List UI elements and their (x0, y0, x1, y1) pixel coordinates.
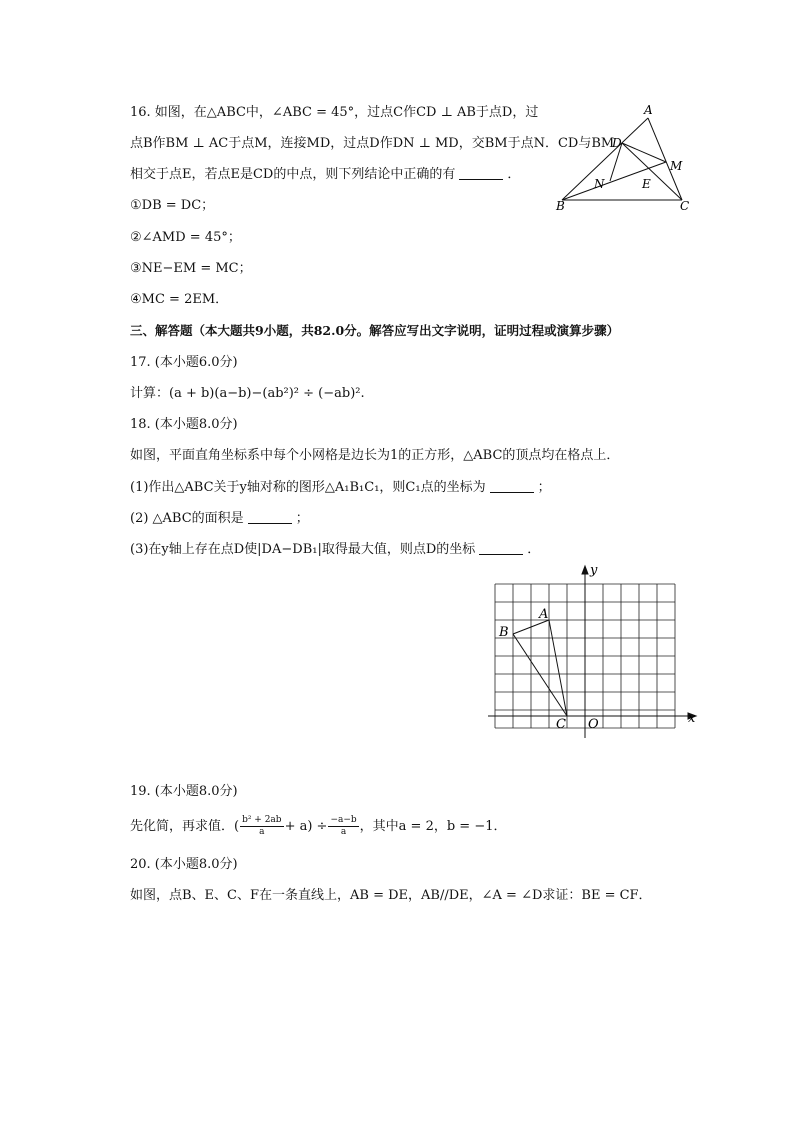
q16-option-1: ①DB = DC； (130, 198, 215, 213)
label-b: B (499, 625, 509, 640)
label-a: A (644, 103, 653, 117)
label-n: N (594, 177, 605, 191)
q18-part-1-text: (1)作出△ABC关于y轴对称的图形△A₁B₁C₁，则C₁点的坐标为 (130, 480, 486, 495)
q16-line1: 16. 如图，在△ABC中，∠ABC = 45°，过点C作CD ⊥ AB于点D，过 (130, 105, 539, 120)
q17-body: 计算：(a + b)(a−b)−(ab²)² ÷ (−ab)². (130, 386, 365, 401)
label-e: E (642, 177, 651, 191)
fraction-2-numerator: −a−b (330, 815, 357, 825)
q16-line2: 点B作BM ⊥ AC于点M，连接MD，过点D作DN ⊥ MD，交BM于点N．CD与BM (130, 136, 615, 151)
fraction-2-denominator: a (340, 827, 347, 837)
q16-option-2: ②∠AMD = 45°； (130, 230, 241, 245)
label-c: C (556, 717, 566, 732)
answer-blank (459, 165, 503, 180)
q18-part-2 (130, 509, 309, 529)
section-heading: 三、解答题（本大题共9小题，共82.0分。解答应写出文字说明，证明过程或演算步骤） (130, 323, 620, 338)
q16-option-4: ④MC = 2EM． (130, 292, 229, 307)
q18-part-2-end: ； (295, 511, 309, 526)
q16-option-3: ③NE−EM = MC； (130, 261, 252, 276)
answer-blank (490, 478, 534, 493)
y-axis-arrow (582, 566, 588, 574)
fraction-1-numerator: b² + 2ab (242, 815, 282, 825)
answer-blank (479, 540, 523, 555)
q18-part-3-text: (3)在y轴上存在点D使|DA−DB₁|取得最大值，则点D的坐标 (130, 542, 476, 557)
q16-line3-end: ． (507, 167, 521, 182)
answer-blank (248, 509, 292, 524)
q18-part-3 (130, 540, 540, 560)
q16-line3-text: 相交于点E，若点E是CD的中点，则下列结论中正确的有 (130, 167, 456, 182)
segment-ba (562, 118, 648, 200)
label-y: y (590, 563, 598, 578)
q19-body (130, 814, 507, 840)
q16-triangle-figure (550, 100, 700, 215)
fraction-1-denominator: a (259, 827, 265, 837)
q18-intro: 如图，平面直角坐标系中每个小网格是边长为1的正方形，△ABC的顶点均在格点上． (130, 448, 620, 463)
q18-part-2-text: (2) △ABC的面积是 (130, 511, 244, 526)
q16-line3 (130, 165, 520, 185)
q18-part-1-end: ； (537, 480, 551, 495)
q20-heading: 20. (本小题8.0分) (130, 857, 238, 872)
q20-body: 如图，点B、E、C、F在一条直线上，AB = DE，AB//DE，∠A = ∠D求证：BE = CF． (130, 888, 652, 903)
q19-text-pre: 先化简，再求值．( (130, 819, 240, 834)
label-a: A (539, 607, 549, 622)
label-c: C (680, 199, 690, 213)
fraction-2 (328, 815, 358, 838)
label-m: M (670, 159, 683, 173)
label-x: x (688, 711, 696, 726)
q18-part-1 (130, 478, 551, 498)
q19-heading: 19. (本小题8.0分) (130, 784, 238, 799)
label-b: B (556, 199, 565, 213)
fraction-1 (240, 815, 284, 838)
label-d: D (612, 136, 622, 150)
q19-text-post: ，其中a = 2，b = −1． (359, 819, 507, 834)
q19-text-mid: + a) ÷ (284, 819, 328, 834)
q17-heading: 17. (本小题6.0分) (130, 355, 238, 370)
q18-heading: 18. (本小题8.0分) (130, 417, 238, 432)
q18-part-3-end: ． (527, 542, 541, 557)
label-origin: O (588, 717, 599, 732)
q18-coordinate-grid (484, 562, 700, 744)
